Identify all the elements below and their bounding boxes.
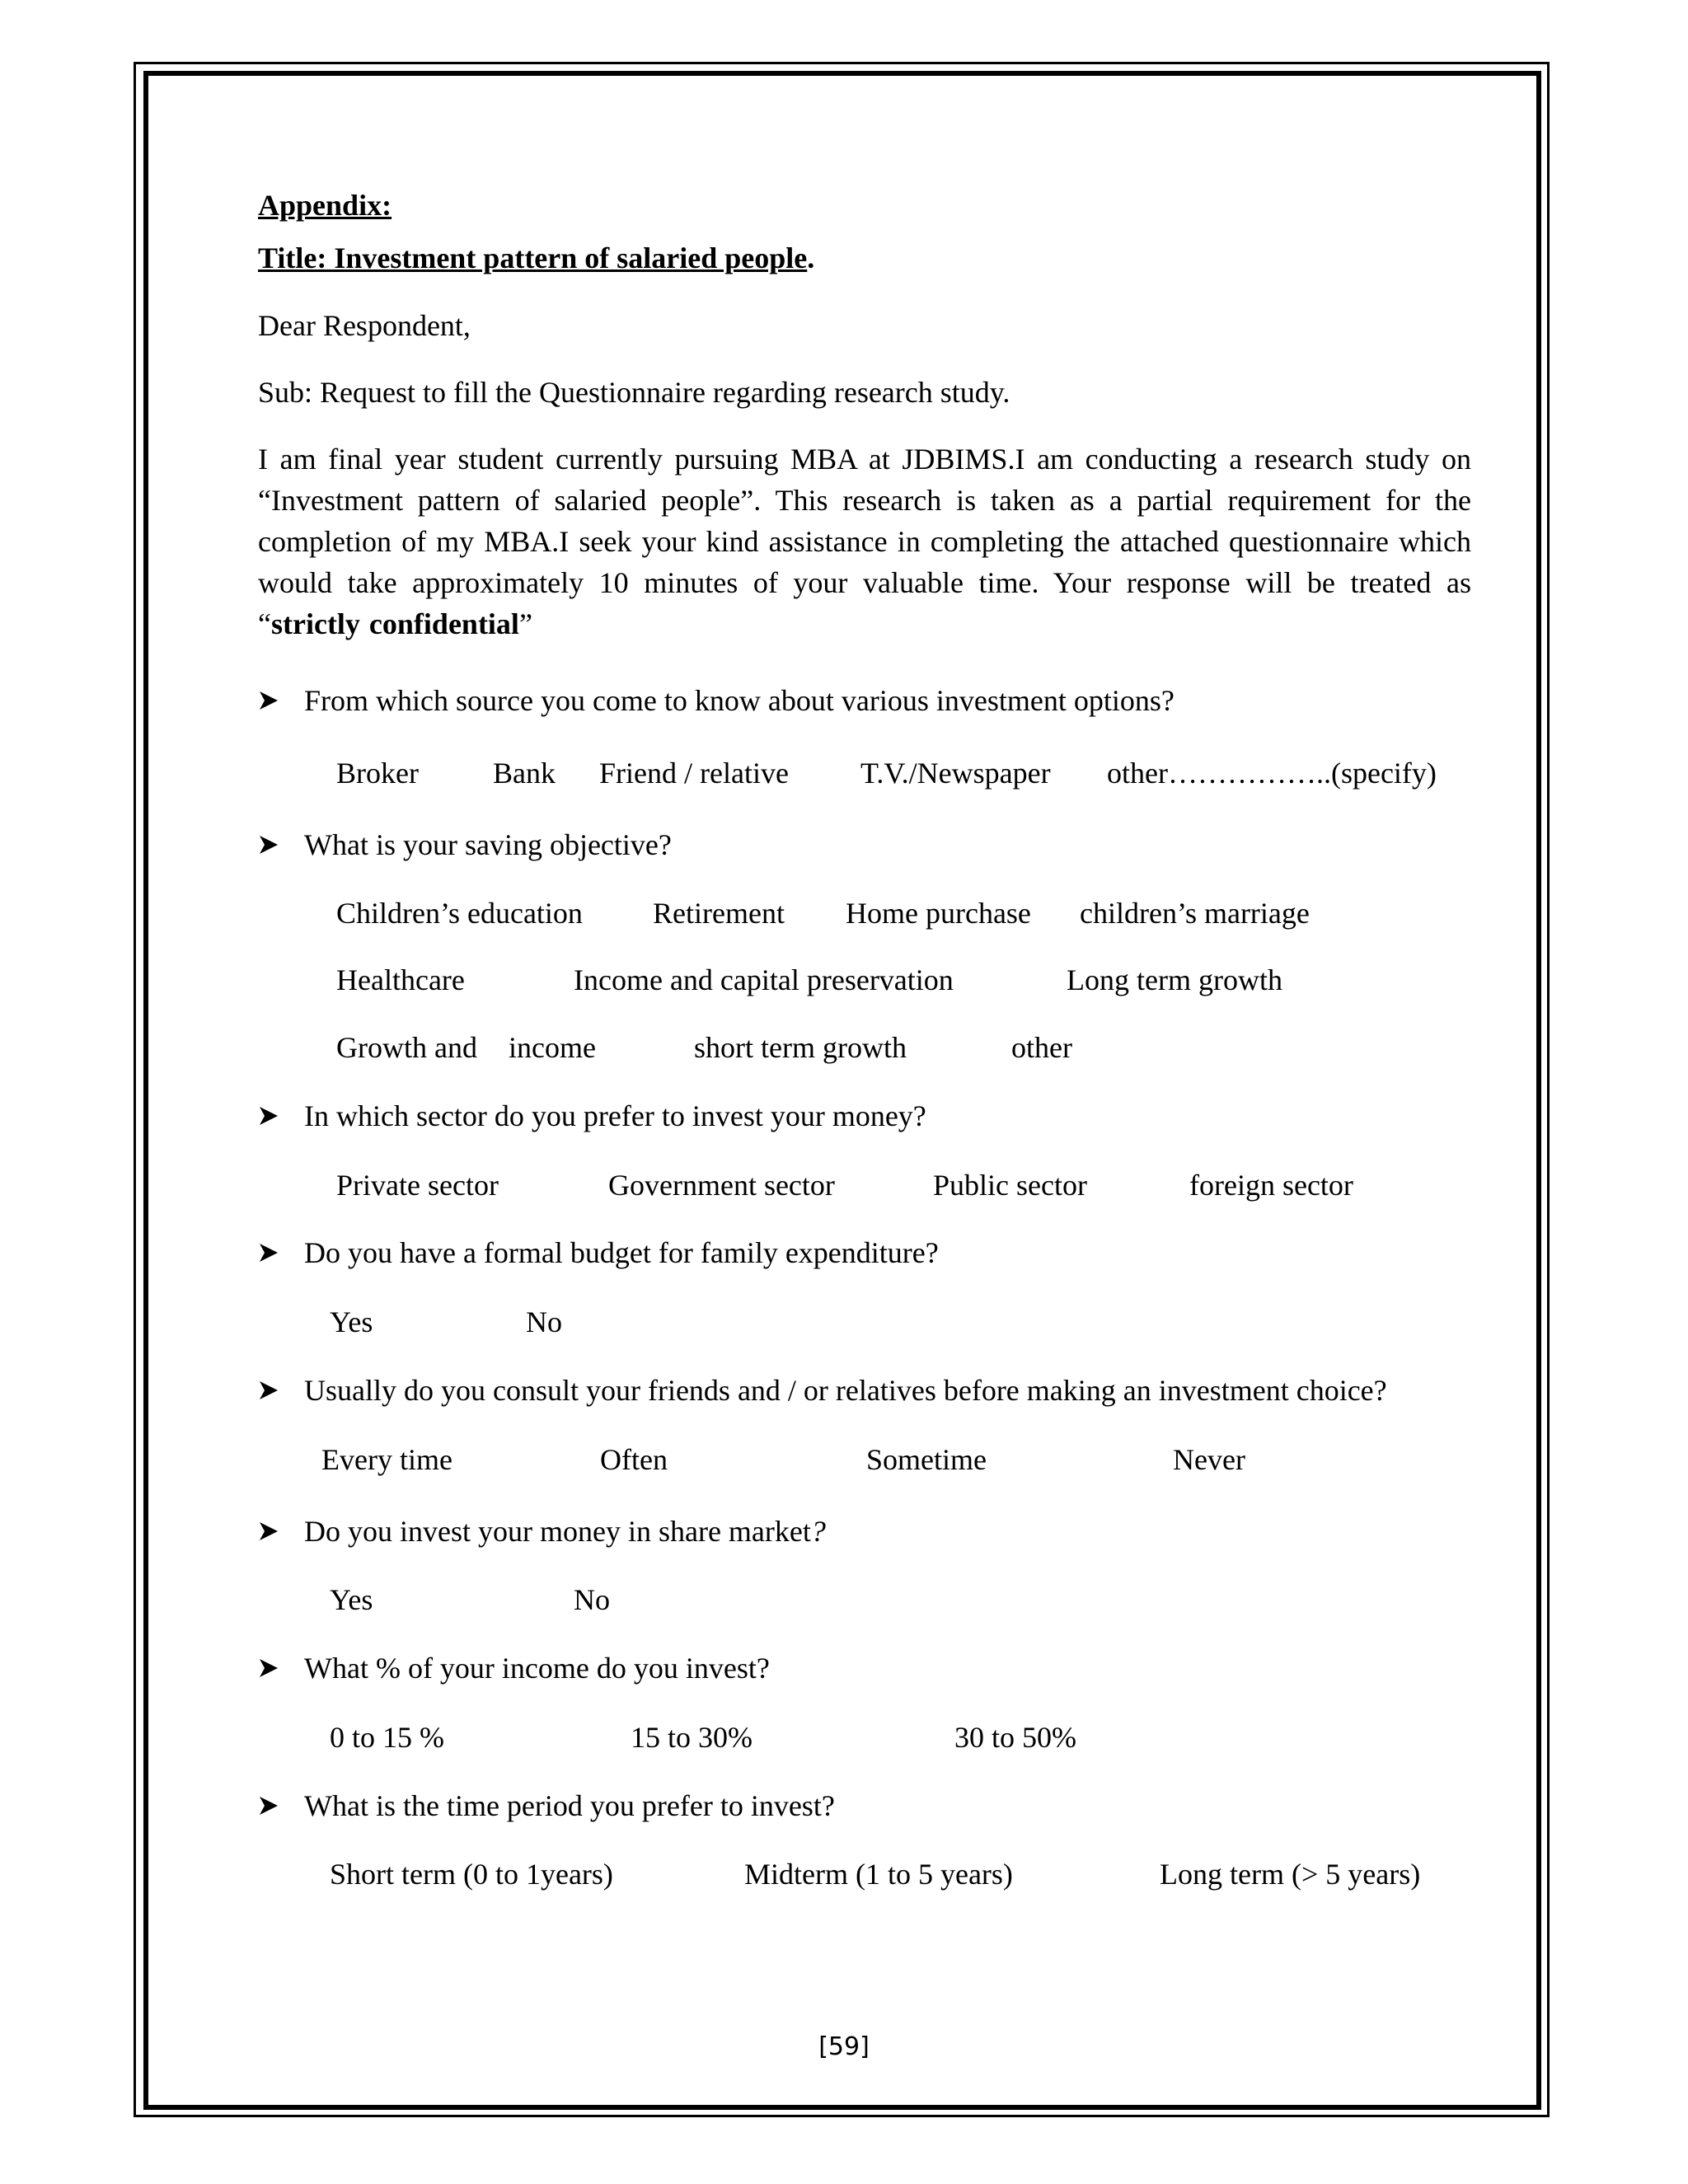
q5-option-often[interactable]: Often	[600, 1443, 668, 1476]
q3-option-government[interactable]: Government sector	[608, 1169, 835, 1202]
q2-option-children-education[interactable]: Children’s education	[336, 897, 583, 930]
arrow-bullet-icon	[258, 1373, 291, 1401]
q1-option-tv[interactable]: T.V./Newspaper	[860, 757, 1051, 790]
q2-option-children-marriage[interactable]: children’s marriage	[1080, 897, 1310, 930]
letter-body-bold: strictly confidential	[270, 607, 519, 640]
page-number: [59]	[818, 2032, 870, 2061]
q8-option-midterm[interactable]: Midterm (1 to 5 years)	[744, 1858, 1013, 1891]
q8-option-long-term[interactable]: Long term (> 5 years)	[1160, 1858, 1421, 1891]
q6-option-no[interactable]: No	[574, 1583, 610, 1616]
q7-option-0-15[interactable]: 0 to 15 %	[330, 1721, 444, 1754]
q7-option-30-50[interactable]: 30 to 50%	[954, 1721, 1076, 1754]
q2-option-short-term-growth[interactable]: short term growth	[694, 1031, 907, 1064]
q1-option-other[interactable]: other……………..(specify)	[1107, 757, 1437, 790]
q2-option-income[interactable]: income	[509, 1031, 596, 1064]
question-6-mark: ?	[810, 1515, 826, 1548]
q2-option-income-capital[interactable]: Income and capital preservation	[574, 963, 954, 996]
q1-option-broker[interactable]: Broker	[336, 757, 419, 790]
arrow-bullet-icon	[258, 1514, 291, 1542]
question-8: What is the time period you prefer to invest?	[304, 1789, 835, 1822]
q6-option-yes[interactable]: Yes	[330, 1583, 373, 1616]
arrow-bullet-icon	[258, 1099, 291, 1127]
question-4: Do you have a formal budget for family expenditure?	[304, 1236, 939, 1269]
document-title-period: .	[807, 241, 815, 274]
document-title	[258, 241, 814, 275]
q2-option-home-purchase[interactable]: Home purchase	[846, 897, 1031, 930]
q2-option-healthcare[interactable]: Healthcare	[336, 963, 465, 996]
appendix-heading: Appendix:	[258, 189, 392, 222]
q4-option-no[interactable]: No	[526, 1305, 562, 1338]
q5-option-never[interactable]: Never	[1173, 1443, 1245, 1476]
arrow-bullet-icon	[258, 1651, 291, 1679]
salutation: Dear Respondent,	[258, 309, 471, 342]
letter-body-text: I am final year student currently pursuing MBA at JDBIMS.I am conducting a research study on “Investment pattern of salaried people”. This research is taken as a partial requirement for the completion of my MBA.I seek your kind assistance in completing the attached questionnaire which would take approximately 10 minutes of your valuable time. Your response will be treated as “	[258, 443, 1471, 640]
subject-line: Sub: Request to fill the Questionnaire regarding research study.	[258, 376, 1010, 409]
letter-body-end: ”	[518, 607, 532, 640]
document-title-text: Title: Investment pattern of salaried people	[258, 241, 808, 274]
arrow-bullet-icon	[258, 1235, 291, 1263]
q7-option-15-30[interactable]: 15 to 30%	[631, 1721, 753, 1754]
q5-option-every-time[interactable]: Every time	[321, 1443, 452, 1476]
arrow-bullet-icon	[258, 683, 291, 711]
q8-option-short-term[interactable]: Short term (0 to 1years)	[330, 1858, 613, 1891]
q3-option-foreign[interactable]: foreign sector	[1189, 1169, 1353, 1202]
question-1: From which source you come to know about various investment options?	[304, 684, 1175, 717]
q3-option-public[interactable]: Public sector	[933, 1169, 1087, 1202]
question-2: What is your saving objective?	[304, 828, 672, 861]
q2-option-other[interactable]: other	[1011, 1031, 1072, 1064]
arrow-bullet-icon	[258, 827, 291, 855]
q1-option-friend[interactable]: Friend / relative	[599, 757, 789, 790]
question-6	[304, 1514, 826, 1549]
q4-option-yes[interactable]: Yes	[330, 1305, 373, 1338]
q2-option-growth-and[interactable]: Growth and	[336, 1031, 477, 1064]
q1-option-bank[interactable]: Bank	[493, 757, 556, 790]
q2-option-retirement[interactable]: Retirement	[653, 897, 785, 930]
question-7: What % of your income do you invest?	[304, 1652, 770, 1685]
letter-body	[258, 438, 1471, 644]
q3-option-private[interactable]: Private sector	[336, 1169, 499, 1202]
question-5: Usually do you consult your friends and / or relatives before making an investment choice?	[304, 1374, 1387, 1407]
question-6-text: Do you invest your money in share market	[304, 1515, 811, 1548]
question-3: In which sector do you prefer to invest your money?	[304, 1099, 926, 1132]
arrow-bullet-icon	[258, 1788, 291, 1816]
q2-option-long-term-growth[interactable]: Long term growth	[1067, 963, 1282, 996]
q5-option-sometime[interactable]: Sometime	[866, 1443, 987, 1476]
